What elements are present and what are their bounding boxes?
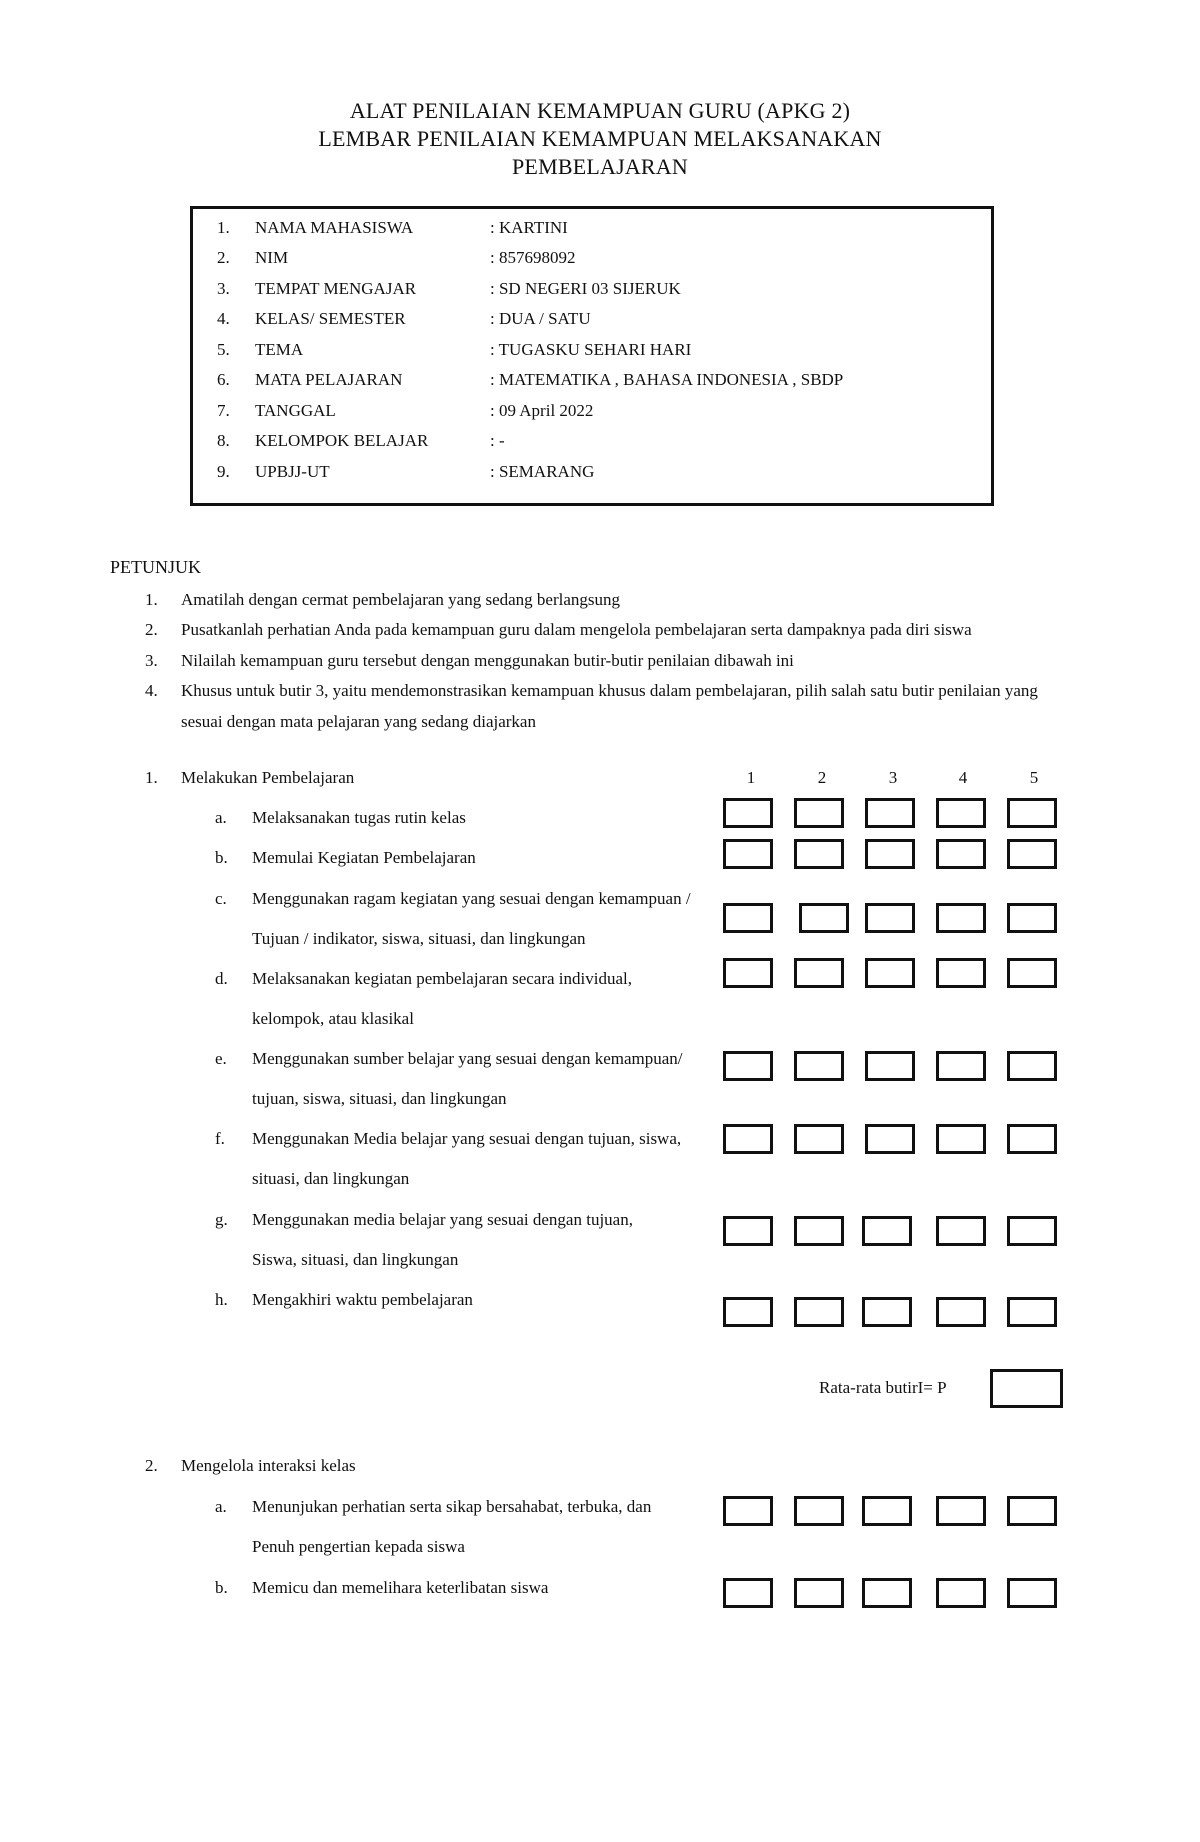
score-box-5[interactable] (1007, 798, 1057, 828)
document-title-line-3: PEMBELAJARAN (512, 154, 688, 179)
info-number: 7. (217, 401, 230, 420)
score-box-3[interactable] (865, 903, 915, 933)
score-box-2[interactable] (794, 1578, 844, 1608)
info-value: : DUA / SATU (490, 309, 591, 328)
info-number: 9. (217, 462, 230, 481)
instruction-text: sesuai dengan mata pelajaran yang sedang diajarkan (181, 712, 536, 731)
score-box-4[interactable] (936, 839, 986, 869)
info-number: 8. (217, 431, 230, 450)
info-value: : TUGASKU SEHARI HARI (490, 340, 692, 359)
item-text: Siswa, situasi, dan lingkungan (252, 1250, 459, 1269)
score-box-4[interactable] (936, 798, 986, 828)
score-box-5[interactable] (1007, 903, 1057, 933)
score-box-1[interactable] (723, 958, 773, 988)
info-value: : 09 April 2022 (490, 401, 594, 420)
score-box-1[interactable] (723, 1124, 773, 1154)
score-box-5[interactable] (1007, 1124, 1057, 1154)
score-box-3[interactable] (865, 1051, 915, 1081)
score-box-4[interactable] (936, 1578, 986, 1608)
info-value: : - (490, 431, 505, 450)
score-box-1[interactable] (723, 1297, 773, 1327)
scale-header-5: 5 (1029, 768, 1039, 787)
section-title: Mengelola interaksi kelas (181, 1456, 356, 1475)
score-box-3[interactable] (862, 1216, 912, 1246)
score-box-2[interactable] (794, 1216, 844, 1246)
average-label: Rata-rata butirI= P (819, 1378, 947, 1397)
scale-header-3: 3 (888, 768, 898, 787)
item-text: Tujuan / indikator, siswa, situasi, dan lingkungan (252, 929, 586, 948)
info-number: 3. (217, 279, 230, 298)
item-letter: e. (215, 1049, 227, 1068)
section-title: Melakukan Pembelajaran (181, 768, 355, 787)
score-box-2[interactable] (794, 1297, 844, 1327)
info-number: 5. (217, 340, 230, 359)
score-box-3[interactable] (865, 958, 915, 988)
item-letter: h. (215, 1290, 228, 1309)
score-box-1[interactable] (723, 1496, 773, 1526)
score-box-3[interactable] (865, 1124, 915, 1154)
score-box-1[interactable] (723, 903, 773, 933)
score-box-5[interactable] (1007, 1496, 1057, 1526)
score-box-5[interactable] (1007, 1216, 1057, 1246)
score-box-1[interactable] (723, 1216, 773, 1246)
document-title-line-1: ALAT PENILAIAN KEMAMPUAN GURU (APKG 2) (349, 98, 851, 123)
score-box-3[interactable] (862, 1297, 912, 1327)
item-text: Mengakhiri waktu pembelajaran (252, 1290, 473, 1309)
instruction-number: 2. (145, 620, 158, 639)
instruction-number: 3. (145, 651, 158, 670)
score-box-2[interactable] (794, 1051, 844, 1081)
item-text: Menggunakan sumber belajar yang sesuai dengan kemampuan/ (252, 1049, 683, 1068)
score-box-2[interactable] (794, 958, 844, 988)
item-text: tujuan, siswa, situasi, dan lingkungan (252, 1089, 507, 1108)
section-number: 2. (145, 1456, 158, 1475)
info-label: KELOMPOK BELAJAR (255, 431, 429, 450)
instruction-number: 1. (145, 590, 158, 609)
score-box-5[interactable] (1007, 1578, 1057, 1608)
info-label: TEMPAT MENGAJAR (255, 279, 417, 298)
scale-header-2: 2 (817, 768, 827, 787)
average-score-box[interactable] (990, 1369, 1063, 1408)
info-label: NIM (255, 248, 289, 267)
score-box-3[interactable] (862, 1578, 912, 1608)
score-box-5[interactable] (1007, 1297, 1057, 1327)
score-box-4[interactable] (936, 1496, 986, 1526)
score-box-4[interactable] (936, 1216, 986, 1246)
score-box-1[interactable] (723, 1578, 773, 1608)
item-text: kelompok, atau klasikal (252, 1009, 414, 1028)
scale-header-1: 1 (746, 768, 756, 787)
item-letter: a. (215, 808, 227, 827)
info-number: 6. (217, 370, 230, 389)
score-box-3[interactable] (865, 798, 915, 828)
info-number: 1. (217, 218, 230, 237)
score-box-2[interactable] (794, 839, 844, 869)
score-box-4[interactable] (936, 903, 986, 933)
scale-header-4: 4 (958, 768, 968, 787)
score-box-1[interactable] (723, 839, 773, 869)
score-box-5[interactable] (1007, 1051, 1057, 1081)
score-box-1[interactable] (723, 1051, 773, 1081)
info-label: NAMA MAHASISWA (255, 218, 414, 237)
info-label: KELAS/ SEMESTER (255, 309, 406, 328)
score-box-4[interactable] (936, 1051, 986, 1081)
item-letter: b. (215, 848, 228, 867)
score-box-4[interactable] (936, 1124, 986, 1154)
item-text: Penuh pengertian kepada siswa (252, 1537, 465, 1556)
item-text: Menunjukan perhatian serta sikap bersahabat, terbuka, dan (252, 1497, 652, 1516)
item-letter: c. (215, 889, 227, 908)
info-label: TANGGAL (255, 401, 336, 420)
item-text: Memicu dan memelihara keterlibatan siswa (252, 1578, 549, 1597)
instruction-text: Amatilah dengan cermat pembelajaran yang sedang berlangsung (181, 590, 620, 609)
score-box-3[interactable] (862, 1496, 912, 1526)
item-letter: f. (215, 1129, 225, 1148)
info-number: 2. (217, 248, 230, 267)
score-box-5[interactable] (1007, 839, 1057, 869)
info-value: : SEMARANG (490, 462, 595, 481)
item-letter: d. (215, 969, 228, 988)
info-label: MATA PELAJARAN (255, 370, 403, 389)
item-text: Melaksanakan kegiatan pembelajaran secara individual, (252, 969, 632, 988)
item-text: Menggunakan Media belajar yang sesuai dengan tujuan, siswa, (252, 1129, 682, 1148)
score-box-2[interactable] (794, 798, 844, 828)
instruction-text: Pusatkanlah perhatian Anda pada kemampuan guru dalam mengelola pembelajaran serta dampaknya pada diri siswa (181, 620, 972, 639)
instruction-text: Nilailah kemampuan guru tersebut dengan menggunakan butir-butir penilaian dibawah ini (181, 651, 794, 670)
instruction-number: 4. (145, 681, 158, 700)
score-box-2[interactable] (794, 1496, 844, 1526)
item-text: Menggunakan media belajar yang sesuai dengan tujuan, (252, 1210, 633, 1229)
item-text: situasi, dan lingkungan (252, 1169, 410, 1188)
score-box-1[interactable] (723, 798, 773, 828)
item-text: Menggunakan ragam kegiatan yang sesuai dengan kemampuan / (252, 889, 691, 908)
info-label: TEMA (255, 340, 304, 359)
document-title-line-2: LEMBAR PENILAIAN KEMAMPUAN MELAKSANAKAN (318, 126, 882, 151)
info-value: : SD NEGERI 03 SIJERUK (490, 279, 681, 298)
item-letter: g. (215, 1210, 228, 1229)
info-value: : 857698092 (490, 248, 576, 267)
item-text: Memulai Kegiatan Pembelajaran (252, 848, 476, 867)
score-box-2[interactable] (799, 903, 849, 933)
item-text: Melaksanakan tugas rutin kelas (252, 808, 466, 827)
item-letter: a. (215, 1497, 227, 1516)
instructions-heading: PETUNJUK (110, 557, 202, 577)
info-number: 4. (217, 309, 230, 328)
info-value: : KARTINI (490, 218, 568, 237)
score-box-3[interactable] (865, 839, 915, 869)
score-box-2[interactable] (794, 1124, 844, 1154)
instruction-text: Khusus untuk butir 3, yaitu mendemonstrasikan kemampuan khusus dalam pembelajaran, pilih salah satu butir penilaian yang (181, 681, 1038, 700)
score-box-4[interactable] (936, 1297, 986, 1327)
score-box-5[interactable] (1007, 958, 1057, 988)
info-label: UPBJJ-UT (255, 462, 330, 481)
info-value: : MATEMATIKA , BAHASA INDONESIA , SBDP (490, 370, 844, 389)
section-number: 1. (145, 768, 158, 787)
item-letter: b. (215, 1578, 228, 1597)
score-box-4[interactable] (936, 958, 986, 988)
identity-box (190, 206, 994, 506)
